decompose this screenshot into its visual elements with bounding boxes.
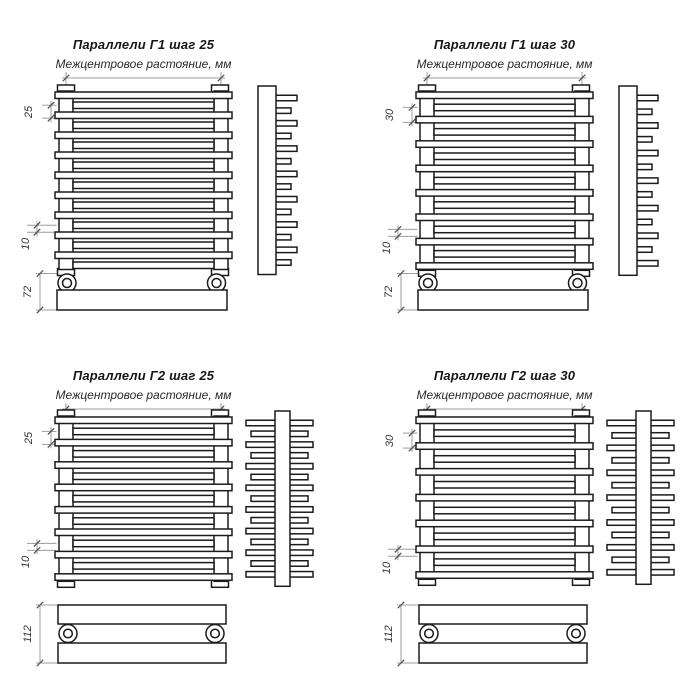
dim-depth-label: 112 <box>22 625 34 643</box>
drawing-parallels-g1-step30 <box>361 0 700 369</box>
center-distance-label: Межцентровое растояние, мм <box>416 57 593 71</box>
dim-depth-label: 112 <box>383 625 395 643</box>
drawing-title: Параллели Г2 шаг 30 <box>433 368 576 383</box>
center-distance-label: Межцентровое растояние, мм <box>55 57 232 71</box>
dim-depth-label: 72 <box>22 285 34 298</box>
radiator-views-g2-step25-diagram <box>0 331 345 700</box>
radiator-views-g2-step30-diagram <box>361 331 700 700</box>
dim-gap-label: 10 <box>381 242 393 255</box>
drawing-title: Параллели Г1 шаг 25 <box>72 37 215 52</box>
center-distance-label: Межцентровое растояние, мм <box>416 388 593 402</box>
drawing-title: Параллели Г2 шаг 25 <box>72 368 215 383</box>
dim-pitch-label: 25 <box>23 105 35 118</box>
radiator-views-g1-step30-diagram <box>361 0 700 369</box>
dim-gap-label: 10 <box>20 238 32 251</box>
drawing-parallels-g2-step25 <box>0 331 345 700</box>
drawing-title: Параллели Г1 шаг 30 <box>433 37 576 52</box>
dim-pitch-label: 30 <box>384 108 396 122</box>
dim-gap-label: 10 <box>381 562 393 575</box>
dim-pitch-label: 25 <box>23 431 35 445</box>
radiator-views-g1-step25-diagram <box>0 0 345 369</box>
dim-gap-label: 10 <box>20 556 32 569</box>
center-distance-label: Межцентровое растояние, мм <box>55 388 232 402</box>
dim-pitch-label: 30 <box>384 434 396 447</box>
dim-depth-label: 72 <box>383 285 395 298</box>
drawing-parallels-g1-step25 <box>0 0 345 369</box>
drawing-parallels-g2-step30 <box>361 331 700 700</box>
